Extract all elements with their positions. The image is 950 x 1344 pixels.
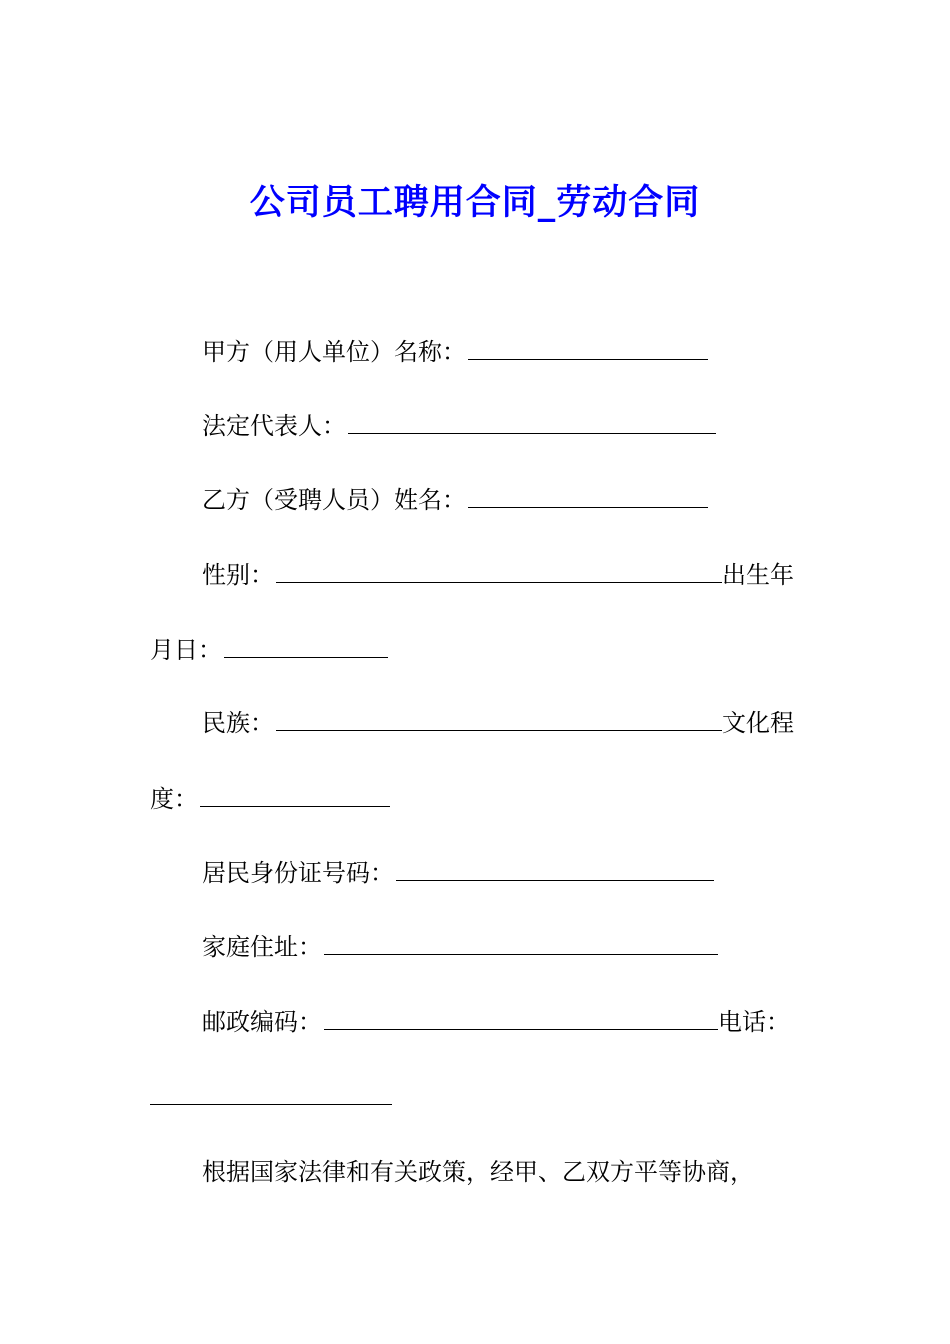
employee-name-row <box>202 483 708 517</box>
gender-label: 性别： <box>202 561 274 589</box>
document-title: 公司员工聘用合同_劳动合同 <box>249 183 701 223</box>
birth-date-label-end: 月日： <box>150 636 222 664</box>
employee-name-label: 乙方（受聘人员）姓名： <box>202 486 466 514</box>
postal-code-label: 邮政编码： <box>202 1008 322 1036</box>
employee-name-blank[interactable] <box>468 483 708 508</box>
postal-code-row <box>202 1005 790 1039</box>
home-address-blank[interactable] <box>324 930 718 955</box>
birth-date-blank[interactable] <box>224 633 388 658</box>
body-paragraph: 根据国家法律和有关政策，经甲、乙双方平等协商， <box>202 1158 754 1186</box>
id-number-label: 居民身份证号码： <box>202 859 394 887</box>
home-address-label: 家庭住址： <box>202 933 322 961</box>
education-blank[interactable] <box>200 782 390 807</box>
id-number-row <box>202 856 714 890</box>
employer-name-blank[interactable] <box>468 335 708 360</box>
legal-rep-row <box>202 409 716 443</box>
education-label-end: 度： <box>150 785 198 813</box>
phone-blank[interactable] <box>150 1080 392 1105</box>
phone-label: 电话： <box>718 1008 790 1036</box>
education-label-start: 文化程 <box>722 709 794 737</box>
employer-name-label: 甲方（用人单位）名称： <box>202 338 466 366</box>
phone-row <box>150 1080 392 1114</box>
birth-date-row <box>150 633 388 667</box>
education-row <box>150 782 390 816</box>
id-number-blank[interactable] <box>396 856 714 881</box>
legal-rep-label: 法定代表人： <box>202 412 346 440</box>
ethnicity-blank[interactable] <box>276 706 722 731</box>
legal-rep-blank[interactable] <box>348 409 716 434</box>
employer-name-row <box>202 335 708 369</box>
home-address-row <box>202 930 718 964</box>
postal-code-blank[interactable] <box>324 1005 718 1030</box>
ethnicity-row <box>202 706 794 740</box>
gender-blank[interactable] <box>276 558 722 583</box>
ethnicity-label: 民族： <box>202 709 274 737</box>
birth-date-label-start: 出生年 <box>722 561 794 589</box>
gender-row <box>202 558 794 592</box>
